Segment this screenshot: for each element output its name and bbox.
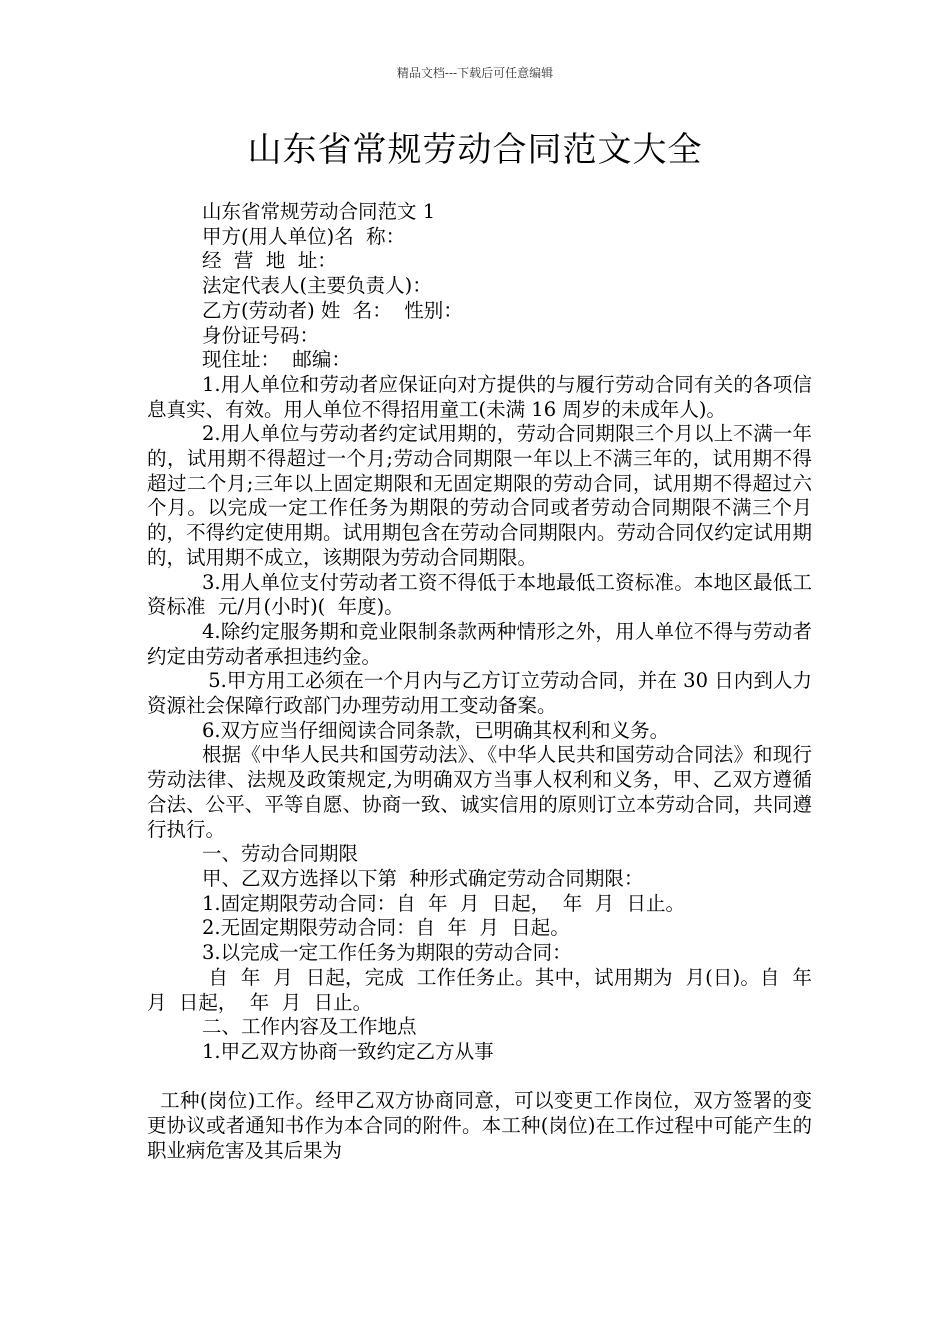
clause-3: 3.用人单位支付劳动者工资不得低于本地最低工资标准。本地区最低工资标准 元/月(小时)( 年度)。 xyxy=(147,570,812,619)
document-body xyxy=(147,200,825,1163)
section-1-item-2: 2.无固定期限劳动合同：自 年 月 日起。 xyxy=(202,916,570,940)
document-title: 山东省常规劳动合同范文大全 xyxy=(247,130,703,170)
section-1-heading: 一、劳动合同期限 xyxy=(202,842,359,866)
clause-6: 6.双方应当仔细阅读合同条款，已明确其权利和义务。 xyxy=(202,718,670,742)
field-id-number: 身份证号码： xyxy=(202,323,320,347)
paragraph-gap xyxy=(147,1065,812,1090)
field-legal-representative: 法定代表人(主要负责人)： xyxy=(202,274,432,298)
clause-5: 5.甲方用工必须在一个月内与乙方订立劳动合同，并在 30 日内到人力资源社会保障行政部门办理劳动用工变动备案。 xyxy=(147,669,812,718)
section-2-continuation: 工种(岗位)工作。经甲乙双方协商同意，可以变更工作岗位，双方签署的变更协议或者通知书作为本合同的附件。本工种(岗位)在工作过程中可能产生的职业病危害及其后果为 xyxy=(147,1089,812,1162)
preamble-paragraph: 根据《中华人民共和国劳动法》、《中华人民共和国劳动合同法》和现行劳动法律、法规及政策规定,为明确双方当事人权利和义务，甲、乙双方遵循合法、公平、平等自愿、协商一致、诚实信用的原则订立本劳动合同，共同遵行执行。 xyxy=(147,743,812,841)
field-address-postcode: 现住址： 邮编： xyxy=(202,348,351,372)
section-2-item-1: 1.甲乙双方协商一致约定乙方从事 xyxy=(202,1039,494,1063)
clause-1: 1.用人单位和劳动者应保证向对方提供的与履行劳动合同有关的各项信息真实、有效。用人单位不得招用童工(未满 16 周岁的未成年人)。 xyxy=(147,372,812,421)
clause-2: 2.用人单位与劳动者约定试用期的，劳动合同期限三个月以上不满一年的，试用期不得超过一个月;劳动合同期限一年以上不满三年的，试用期不得超过二个月;三年以上固定期限和无固定期限的劳动合同，试用期不得超过六个月。以完成一定工作任务为期限的劳动合同或者劳动合同期限不满三个月的，不得约定使用期。试用期包含在劳动合同期限内。劳动合同仅约定试用期的，试用期不成立，该期限为劳动合同期限。 xyxy=(147,422,812,569)
section-1-item-3: 3.以完成一定工作任务为期限的劳动合同： xyxy=(202,941,572,965)
section-2-heading: 二、工作内容及工作地点 xyxy=(202,1015,417,1039)
document-subtitle: 山东省常规劳动合同范文 1 xyxy=(202,200,436,223)
page-header-note: 精品文档---下载后可任意编辑 xyxy=(396,66,554,80)
section-1-detail: 自 年 月 日起，完成 工作任务止。其中，试用期为 月(日)。自 年 月 日起， 年 月 日止。 xyxy=(147,965,825,1014)
field-employee-name-gender: 乙方(劳动者) 姓 名： 性别： xyxy=(202,298,463,322)
clause-4: 4.除约定服务期和竞业限制条款两种情形之外，用人单位不得与劳动者约定由劳动者承担违约金。 xyxy=(147,619,812,668)
section-1-intro: 甲、乙双方选择以下第 种形式确定劳动合同期限： xyxy=(202,866,644,890)
section-1-item-1: 1.固定期限劳动合同：自 年 月 日起， 年 月 日止。 xyxy=(202,891,685,915)
field-employer-name: 甲方(用人单位)名 称： xyxy=(202,224,406,248)
field-business-address: 经 营 地 址： xyxy=(202,249,337,273)
